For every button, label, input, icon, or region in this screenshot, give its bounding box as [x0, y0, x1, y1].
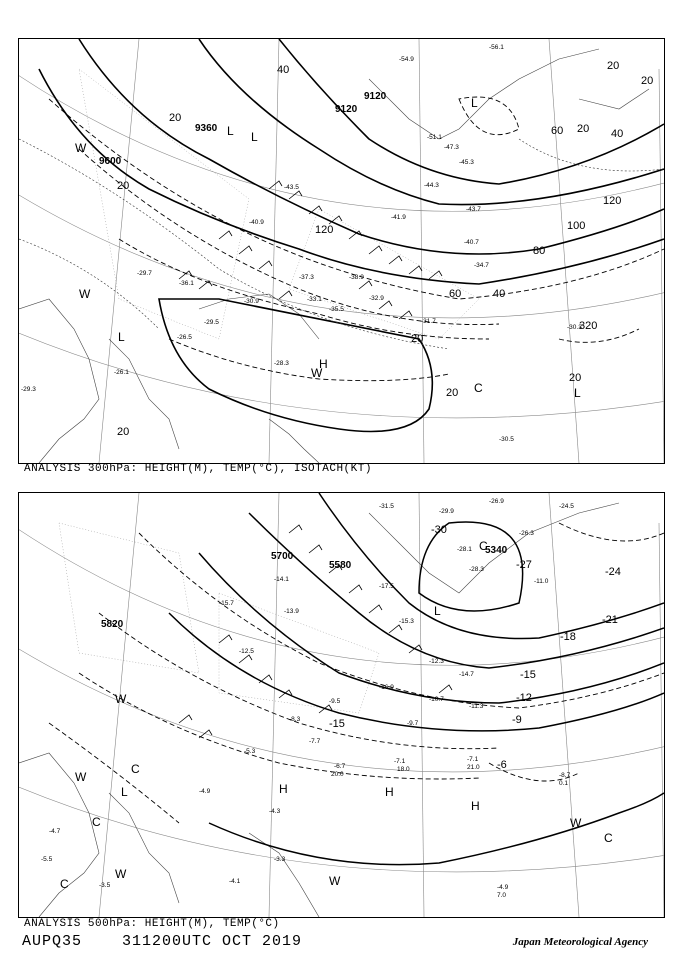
obs-label: -17.5 — [379, 583, 394, 590]
obs-label: -9.7 — [407, 720, 419, 727]
temp-obs-label: -29.5 — [204, 319, 219, 326]
warm-symbol: W — [329, 874, 341, 888]
temp-obs-label: -30.9 — [244, 298, 259, 305]
temp-obs-label: -40.9 — [249, 219, 264, 226]
temp-obs-label: -36.1 — [179, 280, 194, 287]
obs-label: -4.3 — [269, 808, 281, 815]
obs-label: -28.1 — [457, 546, 472, 553]
obs-label: -8.3 — [289, 716, 301, 723]
isotherm-label: -12 — [516, 692, 532, 704]
isotherms — [19, 139, 664, 349]
temp-obs-label: -26.1 — [114, 369, 129, 376]
obs-label: -14.1 — [274, 576, 289, 583]
temp-obs-label: -56.1 — [489, 44, 504, 51]
temp-obs-label: -45.3 — [459, 159, 474, 166]
temp-obs-label: -28.3 — [274, 360, 289, 367]
height-contours — [169, 493, 664, 865]
isotherm-label: -30 — [431, 524, 447, 536]
obs-label: -4.7 — [49, 828, 61, 835]
warm-symbol: W — [311, 366, 323, 380]
obs-label: -31.5 — [379, 503, 394, 510]
temp-obs-label: -44.3 — [424, 182, 439, 189]
high-pressure-symbol: H — [279, 782, 288, 796]
isotherm-label: -15 — [329, 718, 345, 730]
obs-label: -5.5 — [41, 856, 53, 863]
obs-label: -11.0 — [534, 578, 549, 585]
obs-label: 21.0 — [467, 764, 480, 771]
valid-time: 311200UTC OCT 2019 — [122, 933, 303, 950]
isotherm-label: -27 — [516, 559, 532, 571]
low-pressure-symbol: L — [118, 330, 125, 344]
warm-symbol: W — [115, 867, 127, 881]
cold-symbol: C — [474, 381, 483, 395]
temp-obs-label: -29.7 — [137, 270, 152, 277]
isotach-label: 40 — [493, 288, 506, 300]
temp-obs-label: -29.3 — [21, 386, 36, 393]
high-pressure-symbol: H — [319, 357, 328, 371]
height-label: 5580 — [329, 560, 352, 571]
cold-symbol: C — [60, 877, 69, 891]
obs-label: -15.3 — [399, 618, 414, 625]
low-pressure-symbol: L — [434, 604, 441, 618]
height-label: 5340 — [485, 545, 508, 556]
temp-obs-label: -43.5 — [284, 184, 299, 191]
obs-label: -11.3 — [469, 703, 484, 710]
obs-label: -13.9 — [284, 608, 299, 615]
coastline — [19, 49, 649, 463]
temp-obs-label: -38.9 — [349, 274, 364, 281]
isotherm-label: -21 — [602, 614, 618, 626]
obs-label: 18.0 — [397, 766, 410, 773]
obs-label: -26.3 — [519, 530, 534, 537]
chart-panel-300hpa — [18, 38, 665, 464]
obs-label: -3.3 — [274, 856, 286, 863]
chart-panel-500hpa — [18, 492, 665, 918]
isotach-label: 20 — [169, 112, 182, 124]
obs-label: -8.7 — [559, 772, 571, 779]
low-pressure-symbol: L — [251, 130, 258, 144]
obs-label: -14.7 — [459, 671, 474, 678]
height-label: 5820 — [101, 619, 124, 630]
isotach-label: 20 — [577, 123, 590, 135]
map-300hpa — [19, 39, 664, 463]
cold-symbol: C — [604, 831, 613, 845]
map-500hpa — [19, 493, 664, 917]
product-code: AUPQ35 — [22, 933, 83, 950]
obs-label: -9.5 — [329, 698, 341, 705]
warm-symbol: W — [75, 770, 87, 784]
isotach-label: 20 — [569, 372, 582, 384]
isotach-label: 60 — [449, 288, 462, 300]
temp-obs-label: -40.7 — [464, 239, 479, 246]
isotach-label: 120 — [603, 195, 622, 207]
temp-obs-label: -54.9 — [399, 56, 414, 63]
height-label: 9360 — [195, 123, 218, 134]
obs-label: -7.1 — [467, 756, 479, 763]
warm-symbol: W — [115, 692, 127, 706]
isotach-contours — [49, 97, 664, 381]
obs-label: -5.3 — [244, 748, 256, 755]
obs-label: 20.0 — [331, 771, 344, 778]
obs-label: -24.5 — [559, 503, 574, 510]
cold-symbol: C — [131, 762, 140, 776]
isotach-label: 60 — [551, 125, 564, 137]
obs-label: -12.3 — [429, 658, 444, 665]
wind-barbs — [179, 525, 452, 738]
isotach-label: 20 — [411, 333, 424, 345]
isotherm-label: -24 — [605, 566, 621, 578]
isotach-label: 120 — [315, 224, 334, 236]
temp-obs-label: -30.3 — [567, 324, 582, 331]
isotach-label: 20 — [446, 387, 459, 399]
obs-label: -4.1 — [229, 878, 241, 885]
obs-label: -7.7 — [309, 738, 321, 745]
chart-caption-300hpa: ANALYSIS 300hPa: HEIGHT(M), TEMP(°C), ISOTACH(KT) — [24, 463, 372, 475]
low-pressure-symbol: L — [121, 785, 128, 799]
obs-label: -3.5 — [99, 882, 111, 889]
isotherm-label: -9 — [512, 714, 522, 726]
temp-obs-label: -33.1 — [307, 296, 322, 303]
isotherm-label: -18 — [560, 631, 576, 643]
low-pressure-symbol: L — [471, 96, 478, 110]
obs-label: 7.0 — [497, 892, 507, 899]
isotach-label: 40 — [611, 128, 624, 140]
isotach-label: 320 — [579, 320, 598, 332]
obs-label: -6.7 — [334, 763, 346, 770]
temp-obs-label: -30.5 — [499, 436, 514, 443]
isotach-label: 20 — [641, 75, 654, 87]
temp-obs-label: -35.5 — [329, 306, 344, 313]
warm-symbol: W — [570, 816, 582, 830]
obs-label: -28.3 — [469, 566, 484, 573]
isotach-label: 80 — [533, 245, 546, 257]
low-pressure-symbol: L — [227, 124, 234, 138]
graticule — [19, 39, 664, 463]
obs-label: -4.9 — [497, 884, 509, 891]
low-pressure-symbol: L — [574, 386, 581, 400]
agency-name: Japan Meteorological Agency — [512, 936, 648, 948]
obs-label: 0.1 — [559, 780, 569, 787]
temp-obs-label: -26.5 — [177, 334, 192, 341]
obs-label: -16.9 — [379, 684, 394, 691]
isotherm-contours — [49, 523, 664, 823]
isotherm-label: -6 — [497, 759, 507, 771]
obs-label: -26.9 — [489, 498, 504, 505]
temp-obs-label: -51.1 — [427, 134, 442, 141]
isotherm-label: -15 — [520, 669, 536, 681]
hatched-area — [59, 523, 379, 713]
isotach-label: 20 — [117, 180, 130, 192]
isotach-label: 20 — [607, 60, 620, 72]
obs-label: -10.7 — [429, 696, 444, 703]
temp-obs-label: -37.3 — [299, 274, 314, 281]
isotach-label: 40 — [277, 64, 290, 76]
warm-symbol: W — [79, 287, 91, 301]
high-pressure-symbol: H — [385, 785, 394, 799]
temp-obs-label: -47.3 — [444, 144, 459, 151]
cold-symbol: C — [92, 815, 101, 829]
temp-obs-label: -34.7 — [474, 262, 489, 269]
height-label: 9120 — [364, 91, 387, 102]
temp-obs-label: -41.9 — [391, 214, 406, 221]
cold-symbol: C — [479, 539, 488, 553]
obs-label: -15.7 — [219, 600, 234, 607]
height-label: 9600 — [99, 156, 122, 167]
obs-label: -29.9 — [439, 508, 454, 515]
temp-obs-label: -31.7 — [421, 318, 436, 325]
isotach-label: 100 — [567, 220, 586, 232]
warm-symbol: W — [75, 141, 87, 155]
obs-label: -7.1 — [394, 758, 406, 765]
temp-obs-label: -43.7 — [466, 206, 481, 213]
high-pressure-symbol: H — [471, 799, 480, 813]
height-label: 9120 — [335, 104, 358, 115]
obs-label: -4.9 — [199, 788, 211, 795]
height-label: 5700 — [271, 551, 294, 562]
chart-caption-500hpa: ANALYSIS 500hPa: HEIGHT(M), TEMP(°C) — [24, 918, 280, 930]
obs-label: -12.5 — [239, 648, 254, 655]
isotach-label: 20 — [117, 426, 130, 438]
temp-obs-label: -32.9 — [369, 295, 384, 302]
